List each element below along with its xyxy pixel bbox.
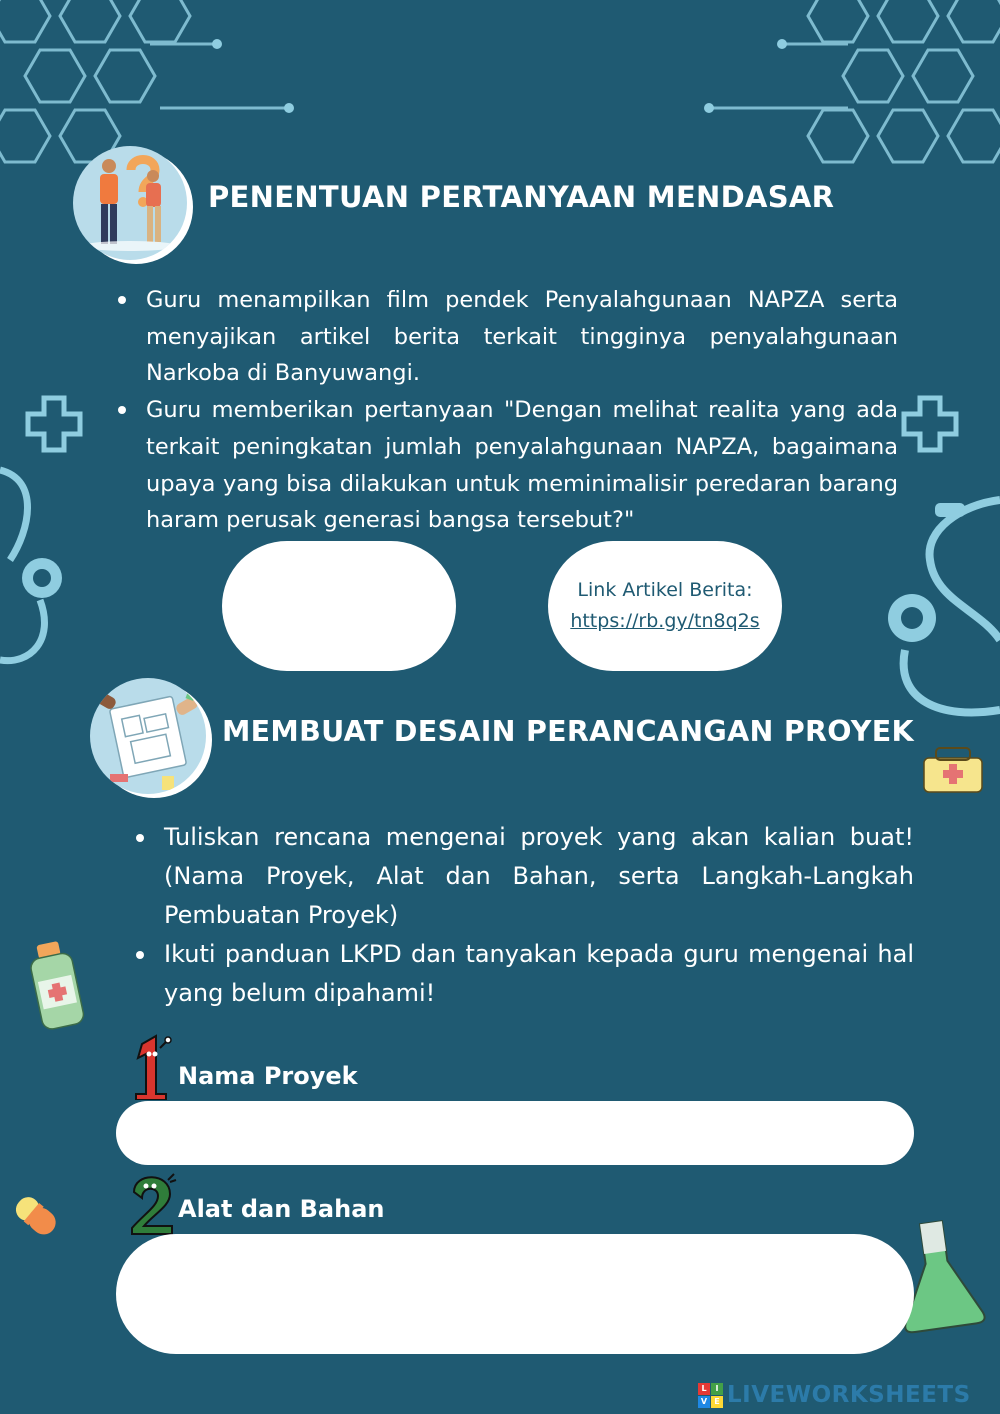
hexagon-pattern-right-icon	[712, 0, 1000, 162]
medical-cross-right-icon	[904, 398, 956, 450]
liveworksheets-logo-icon: L I V E	[698, 1383, 723, 1408]
number-one-icon	[128, 1034, 172, 1100]
first-aid-box-icon	[924, 748, 982, 792]
section-2-bullet-1: Tuliskan rencana mengenai proyek yang akan kalian buat! (Nama Proyek, Alat dan Bahan, serta Langkah-Langkah Pembuatan Proyek)	[134, 818, 914, 935]
people-question-icon	[73, 146, 187, 260]
pill-capsule-icon	[11, 1193, 60, 1240]
field-1-label: Nama Proyek	[178, 1062, 358, 1090]
section-1-bullet-list	[116, 282, 898, 539]
section-1-heading: PENENTUAN PERTANYAAN MENDASAR	[208, 180, 835, 214]
tools-materials-input[interactable]	[116, 1234, 914, 1354]
section-1-bullet-2: Guru memberikan pertanyaan "Dengan melihat realita yang ada terkait peningkatan jumlah penyalahgunaan NAPZA, bagaimana upaya yang bisa dilakukan untuk meminimalisir peredaran barang haram perusak generasi bangsa tersebut?"	[116, 392, 898, 539]
medical-cross-left-icon	[28, 398, 80, 450]
field-2-label: Alat dan Bahan	[178, 1195, 385, 1223]
section-1-bullet-1: Guru menampilkan film pendek Penyalahgunaan NAPZA serta menyajikan artikel berita terkait tingginya penyalahgunaan Narkoba di Banyuwangi.	[116, 282, 898, 392]
liveworksheets-text: LIVEWORKSHEETS	[727, 1382, 971, 1408]
section-2-heading: MEMBUAT DESAIN PERANCANGAN PROYEK	[222, 715, 914, 748]
video-placeholder[interactable]	[222, 541, 456, 671]
project-name-input[interactable]	[116, 1101, 914, 1165]
project-planning-icon	[90, 678, 206, 794]
article-link-box	[548, 541, 782, 671]
article-link[interactable]: https://rb.gy/tn8q2s	[570, 610, 760, 632]
section-2-bullet-list	[134, 818, 914, 1013]
medicine-bottle-icon	[27, 939, 86, 1031]
liveworksheets-brand	[698, 1380, 971, 1410]
number-two-icon	[128, 1172, 178, 1236]
article-link-label: Link Artikel Berita:	[577, 579, 753, 601]
hexagon-pattern-left-icon	[0, 0, 286, 162]
section-2-bullet-2: Ikuti panduan LKPD dan tanyakan kepada guru mengenai hal yang belum dipahami!	[134, 935, 914, 1013]
